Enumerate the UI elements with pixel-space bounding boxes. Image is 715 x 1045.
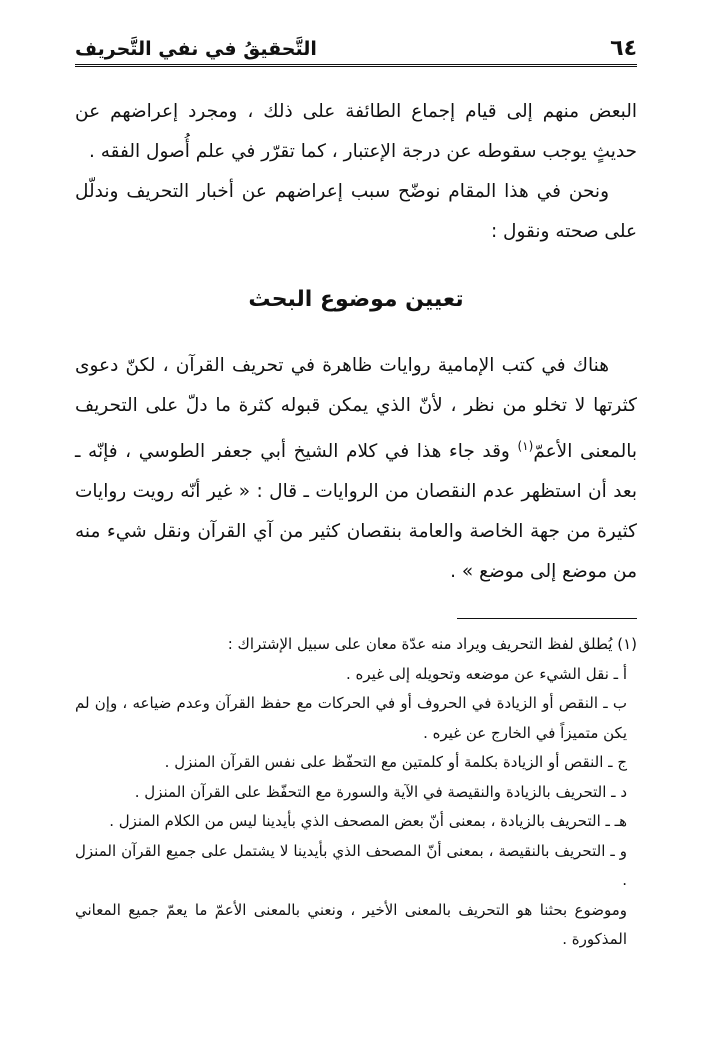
intro-text [75,92,637,252]
section-text [75,346,637,592]
intro-paragraph-1: البعض منهم إلى قيام إجماع الطائفة على ذلك ، ومجرد إعراضهم عن حديثٍ يوجب سقوطه عن درجة الإعتبار ، كما تقرّر في علم أُصول الفقه . [75,101,637,162]
footnote-conclusion: وموضوع بحثنا هو التحريف بالمعنى الأخير ، ونعني بالمعنى الأعمّ ما يعمّ جميع المعاني المذكورة . [75,900,627,948]
section-title: تعيين موضوع البحث [248,287,464,312]
footnote-item-h: هـ ـ التحريف بالزيادة ، بمعنى أنّ بعض المصحف الذي بأيدينا ليس من الكلام المنزل . [109,812,627,830]
section-text-part-1: هناك في كتب الإمامية روايات ظاهرة في تحريف القرآن ، لكنّ دعوى كثرتها لا تخلو من نظر ، لأنّ الذي يمكن قبوله كثرة ما دلّ على التحريف بالمعنى الأعمّ [75,355,638,463]
footnote-divider [457,618,637,619]
footnote-item-w: و ـ التحريف بالنقيصة ، بمعنى أنّ المصحف الذي بأيدينا لا يشتمل على جميع القرآن المنزل . [75,841,627,889]
footnote-item-b: ب ـ النقص أو الزيادة في الحروف أو في الحركات مع حفظ القرآن وعدم ضياعه ، وإن لم يكن متميزاً في الخارج عن غيره . [75,694,627,742]
section-text-part-2: وقد جاء هذا في كلام الشيخ أبي جعفر الطوسي ، فإنّه ـ بعد أن استظهر عدم النقصان من الروايات ـ قال : « غير أنّه رويت روايات كثيرة من جهة الخاصة والعامة بنقصان كثير من آي القرآن ونقل شيء منه من موضع إلى موضع » . [75,441,637,583]
footnote-item-d: د ـ التحريف بالزيادة والنقيصة في الآية والسورة مع التحفّظ على القرآن المنزل . [134,782,627,801]
footnote-item-c: ج ـ النقص أو الزيادة بكلمة أو كلمتين مع التحفّظ على نفس القرآن المنزل . [164,753,627,771]
footnote-reference[interactable]: (١) [517,439,534,453]
running-title: التَّحقيقُ في نفي التَّحريف [75,38,317,60]
footnotes [75,630,637,955]
footnote-item-a: أ ـ نقل الشيء عن موضعه وتحويله إلى غيره . [346,664,627,683]
page-number: ٦٤ [610,36,637,61]
section-paragraph [75,346,637,592]
page-header [75,28,637,67]
intro-paragraph-2: ونحن في هذا المقام نوضّح سبب إعراضهم عن أخبار التحريف وندلّل على صحته ونقول : [75,181,637,242]
footnote-intro: (١) يُطلق لفظ التحريف ويراد منه عدّة معان على سبيل الإشتراك : [227,635,637,653]
